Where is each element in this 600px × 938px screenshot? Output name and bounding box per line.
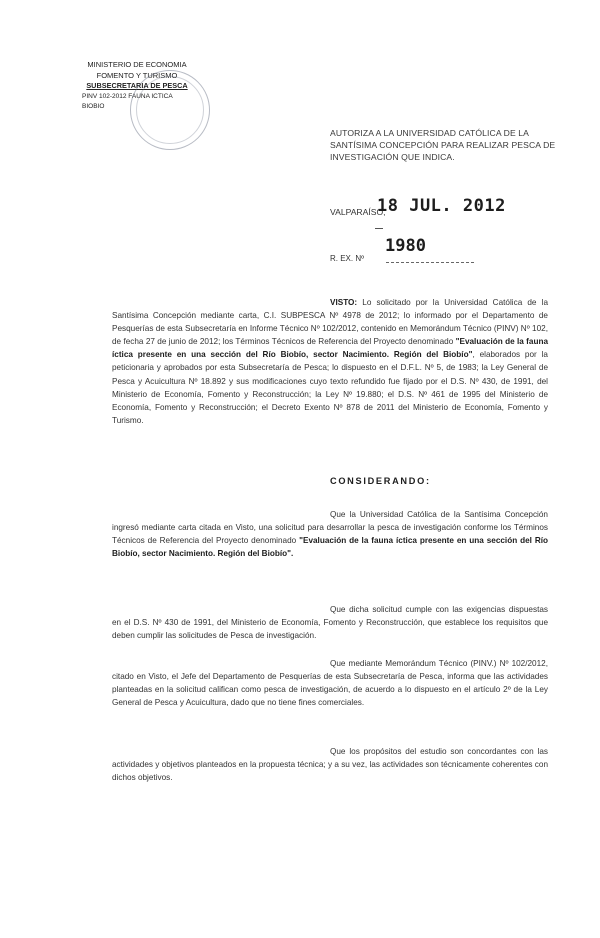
visto-text-1: Lo solicitado por la Universidad Católica de la Santísima Concepción mediante carta, C.I. SUBPESCA Nº 4978 de 2012; lo informado por el Departamento de Pesquerías de esta Subsecretaría en Informe Técnico Nº 102/2012, contenido en Memorándum Técnico (PINV) Nº 102, de fecha 27 de junio de 2012; los Términos Técnicos de Referencia del Proyecto denominado — [112, 298, 548, 347]
visto-label: VISTO: — [330, 298, 358, 307]
considerando-heading: CONSIDERANDO: — [330, 476, 431, 486]
considerando-paragraph-1 — [112, 508, 548, 560]
subsecretaria-name: SUBSECRETARIA DE PESCA — [86, 81, 188, 90]
ministry-subtitle: FOMENTO Y TURISMO — [96, 70, 178, 80]
considerando-text-2: Que dicha solicitud cumple con las exigencias dispuestas en el D.S. Nº 430 de 1991, del Ministerio de Economía, Fomento y Reconstrucción, que establece los requisitos que deben cumplir las solicitudes de Pesca de investigación. — [112, 605, 548, 641]
considerando-paragraph-3 — [112, 657, 548, 709]
considerando-text-3: Que mediante Memorándum Técnico (PINV.) Nº 102/2012, citado en Visto, el Jefe del Departamento de Pesquerías de esta Subsecretaría de Pesca, informa que las actividades planteadas en la solicitud califican como pesca de investigación, de acuerdo a lo dispuesto en el artículo 2º de la Ley General de Pesca y Acuicultura, dado que no tiene fines comerciales. — [112, 659, 548, 708]
file-region: BIOBIO — [82, 103, 105, 110]
place: VALPARAÍSO, — [330, 207, 386, 217]
considerando-paragraph-4 — [112, 745, 548, 784]
resolution-underline — [386, 262, 474, 263]
considerando-text-1: Que la Universidad Católica de la Santísima Concepción ingresó mediante carta citada en Visto, una solicitud para desarrollar la pesca de investigación conforme los Términos Técnicos de Referencia del Proyecto denominado — [112, 510, 548, 546]
resolution-number: 1980 — [385, 236, 426, 256]
project-title: "Evaluación de la fauna íctica presente en una sección del Río Biobío, sector Nacimiento. Región del Biobío" — [112, 337, 548, 360]
date-stamp: 18 JUL. 2012 — [377, 196, 506, 216]
file-reference: PINV 102-2012 FAUNA ICTICA — [82, 92, 173, 100]
considerando-project-title: "Evaluación de la fauna íctica presente en una sección del Río Biobío, sector Nacimiento. Región del Biobío". — [112, 536, 549, 559]
considerando-text-4: Que los propósitos del estudio son concordantes con las actividades y objetivos planteados en la propuesta técnica; y a su vez, las actividades son técnicamente coherentes con dichos objetivos. — [112, 747, 548, 783]
ministry-name: MINISTERIO DE ECONOMIA — [87, 60, 187, 69]
visto-paragraph — [112, 296, 548, 427]
considerando-paragraph-2 — [112, 603, 548, 642]
visto-text-2: , elaborados por la peticionaria y aprobados por esta Subsecretaría de Pesca; lo dispuesto en el D.F.L. Nº 5, de 1983; la Ley General de Pesca y Acuicultura Nº 18.892 y sus modificaciones cuyo texto refundido fue fijado por el D.S. Nº 430, de 1991, del Ministerio de Economía, Fomento y Reconstrucción; la Ley Nº 19.880; el D.S. Nº 461 de 1995 del Ministerio de Economía, Fomento y Reconstrucción; el Decreto Exento Nº 878 de 2011 del Ministerio de Economía, Fomento y Turismo. — [112, 350, 548, 425]
resolution-subject: AUTORIZA A LA UNIVERSIDAD CATÓLICA DE LA SANTÍSIMA CONCEPCIÓN PARA REALIZAR PESCA DE INVESTIGACIÓN QUE INDICA. — [330, 128, 556, 162]
resolution-label: R. EX. Nº — [330, 254, 365, 263]
official-seal-inner — [136, 76, 204, 144]
divider — [375, 228, 383, 229]
